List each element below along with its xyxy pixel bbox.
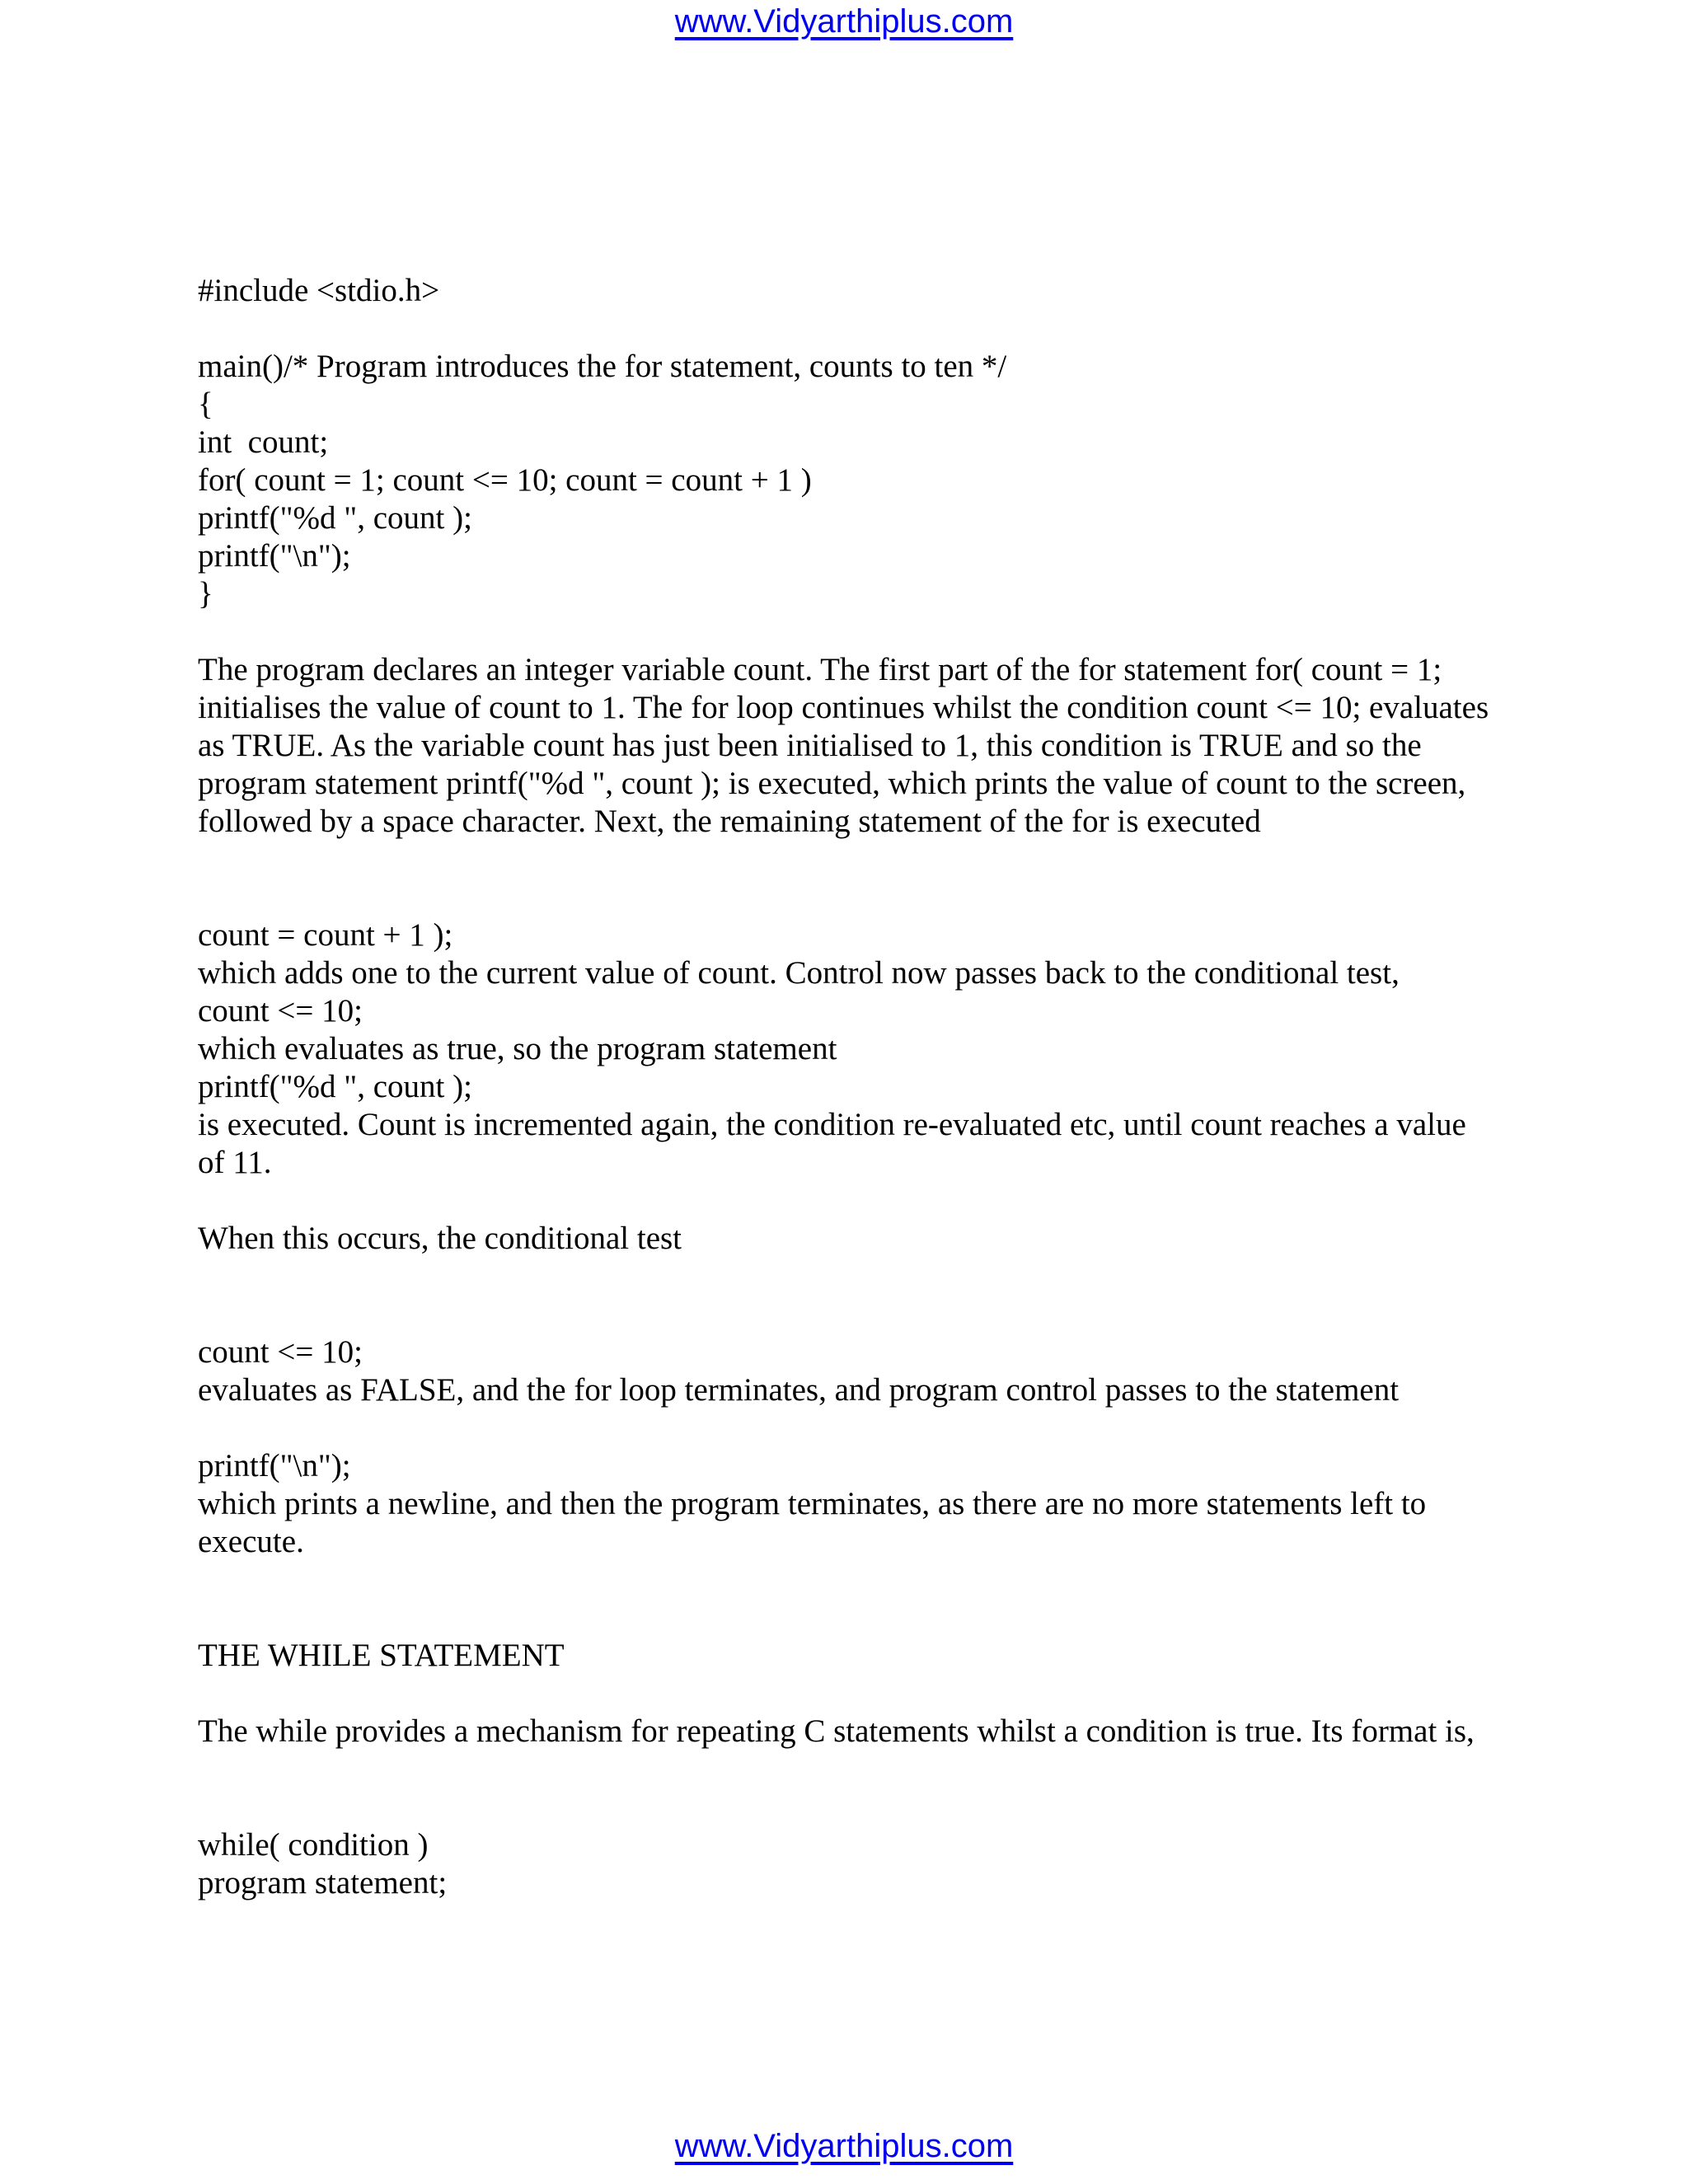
code-line: main()/* Program introduces the for statement, counts to ten */ — [198, 349, 1007, 384]
footer-site-link[interactable]: www.Vidyarthiplus.com — [674, 2128, 1014, 2164]
code-line: printf("\n"); — [198, 1448, 351, 1483]
code-line: while( condition ) — [198, 1827, 429, 1863]
text-paragraph: which prints a newline, and then the program terminates, as there are no more statements left to execute. — [198, 1486, 1427, 1559]
code-line: count <= 10; — [198, 1334, 363, 1370]
termination-block — [198, 1333, 1490, 1409]
code-line: #include <stdio.h> — [198, 273, 440, 308]
text-line: evaluates as FALSE, and the for loop terminates, and program control passes to the statement — [198, 1372, 1400, 1408]
text-line: which adds one to the current value of count. Control now passes back to the conditional test, — [198, 955, 1400, 991]
code-line — [198, 310, 1490, 348]
text-paragraph: is executed. Count is incremented again, the condition re-evaluated etc, until count reaches a value of 11. — [198, 1107, 1466, 1180]
code-listing — [198, 272, 1490, 613]
text-line: which evaluates as true, so the program statement — [198, 1031, 837, 1066]
code-line: } — [198, 576, 213, 612]
code-line: { — [198, 387, 213, 422]
section-heading: THE WHILE STATEMENT — [198, 1638, 565, 1673]
text-paragraph: When this occurs, the conditional test — [198, 1221, 682, 1256]
code-line: printf("%d ", count ); — [198, 500, 472, 536]
code-line: for( count = 1; count <= 10; count = count + 1 ) — [198, 462, 812, 498]
code-line: printf("\n"); — [198, 538, 351, 574]
code-line: printf("%d ", count ); — [198, 1069, 472, 1104]
increment-block — [198, 916, 1490, 1182]
code-line: count = count + 1 ); — [198, 917, 453, 953]
code-line: count <= 10; — [198, 993, 363, 1029]
code-line: program statement; — [198, 1865, 448, 1900]
document-body — [198, 272, 1490, 1902]
header-site-link[interactable]: www.Vidyarthiplus.com — [674, 3, 1014, 40]
while-format-block — [198, 1826, 1490, 1902]
explanation-paragraph: The program declares an integer variable count. The first part of the for statement for( count = 1; initialises the value of count to 1. The for loop continues whilst the condition count <= 10; evaluates as TRUE. As the variable count has just been initialised to 1, this condition is TRUE and so the program statement printf("%d ", count ); is executed, which prints the value of count to the screen, followed by a space character. Next, the remaining statement of the for is executed — [198, 652, 1489, 839]
newline-block — [198, 1447, 1490, 1561]
while-intro-paragraph: The while provides a mechanism for repeating C statements whilst a condition is true. Its format is, — [198, 1713, 1475, 1749]
code-line: int count; — [198, 424, 329, 460]
